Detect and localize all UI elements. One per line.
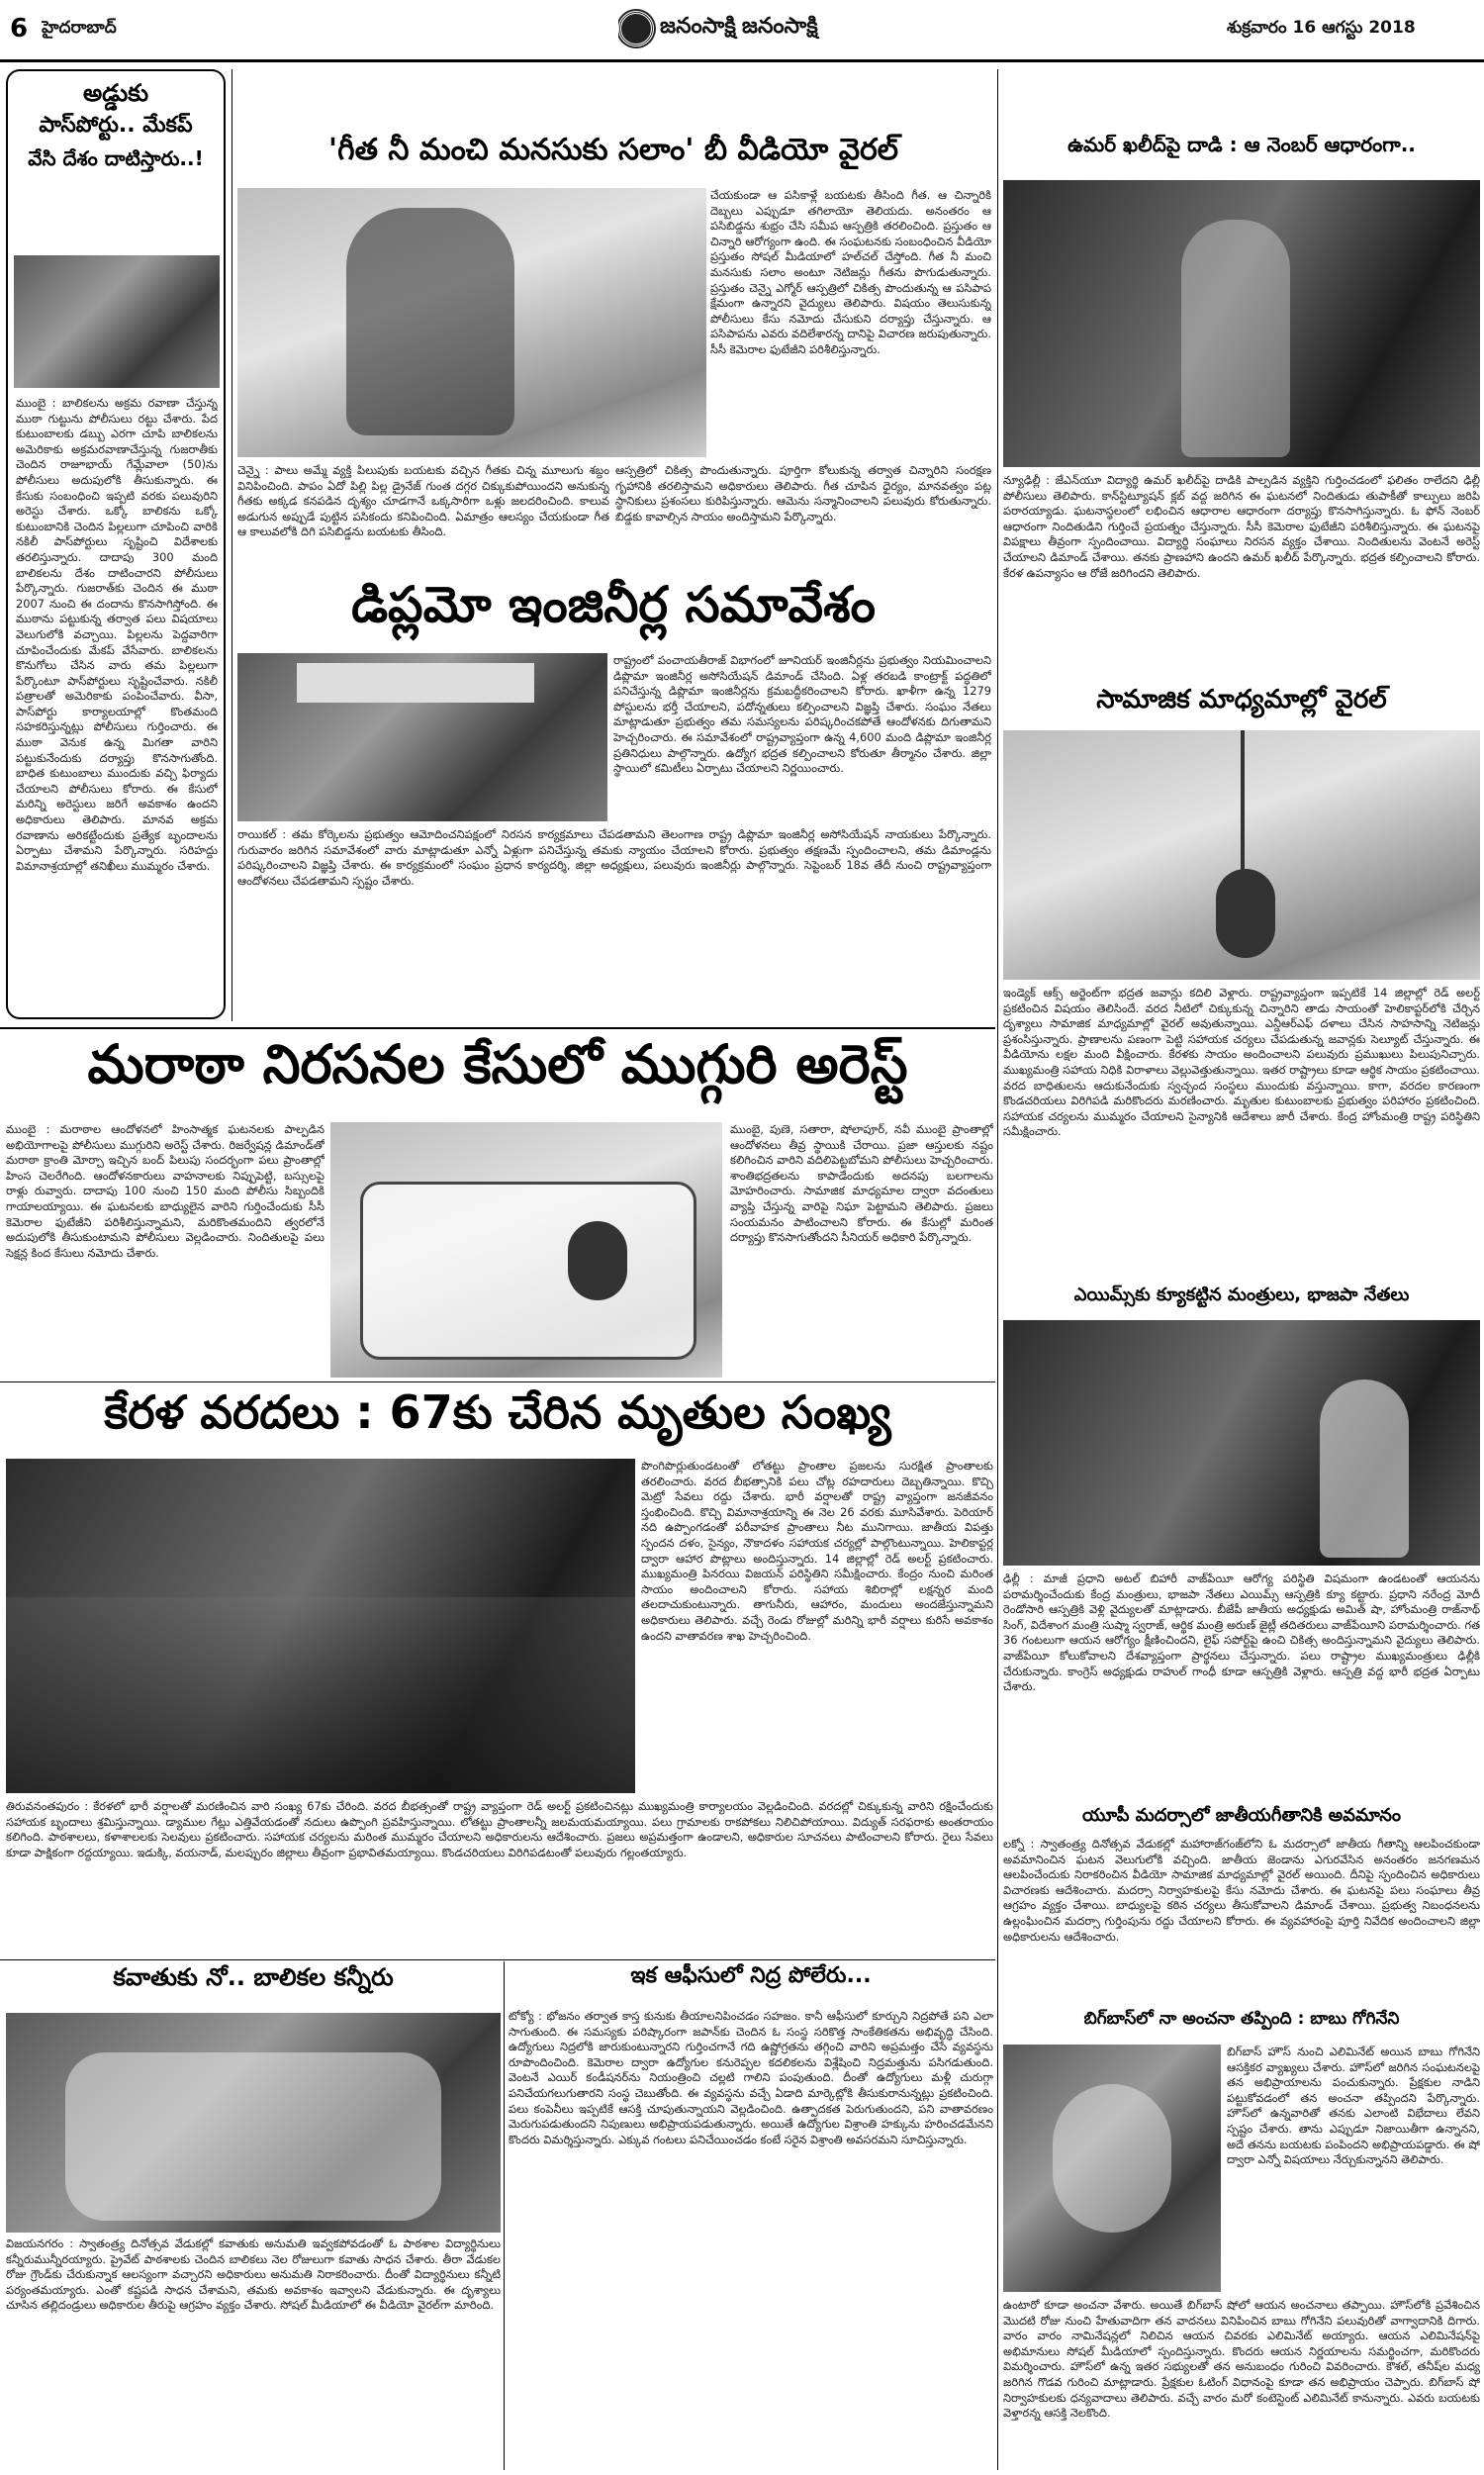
social-photo [1003, 730, 1480, 980]
aiims-photo-person [1320, 1380, 1409, 1558]
passport-photo [14, 255, 220, 388]
social-photo-rescuer [1216, 869, 1275, 958]
maratha-photo [330, 1122, 722, 1378]
bigg-photo-face [1053, 2084, 1171, 2233]
passport-body: ముంబై : బాలికలను అక్రమ రవాణా చేస్తున్న ముఠా గుట్టును పోలీసులు రట్టు చేశారు. పేద కుటుంబాలకు డబ్బు ఎరగా చూపి బాలికలను అమెరికాకు అక్రమరవాణాచేస్తున్న గుజరాతీకు చెందిన రాజూభాయ్ గేమ్లేవాలా (50)ను పోలీసులు అదుపులోకి తీసుకున్నారు. ఈ కేసుకు సంబంధించి ఇప్పటి వరకు పలువురిని అరెస్టు చేశారు. ఒక్కో బాలికను ఒక్కో కుటుంబానికి చెందిన పిల్లలుగా చూపించి వారికి నకిలీ పాస్‌పోర్టులు సృష్టించి విదేశాలకు తరలిస్తున్నారు. దాదాపు 300 మంది బాలికలను దేశం దాటించారని పోలీసులు పేర్కొన్నారు. గుజరాత్‌కు చెందిన ఈ ముఠా 2007 నుంచి ఈ దందాను కొనసాగిస్తోంది. ఈ ముఠాను పట్టుకున్న తర్వాత పలు విషయాలు వెలుగులోకి వచ్చాయి. పిల్లలను పెద్దవారిగా చూపించేందుకు మేకప్ వేసేవారు. బాలికలను కొనుగోలు చేసిన వారు తమ పిల్లలుగా పేర్కొంటూ పాస్‌పోర్టులు సృష్టించేవారు. నకిలీ పత్రాలతో అమెరికాకు పంపించేవారు. వీసా, పాస్‌పోర్టు కార్యాలయాల్లో కొంతమంది సహకరిస్తున్నట్లు పోలీసులు గుర్తించారు. ఈ ముఠా వెనుక ఉన్న మిగతా వారిని పట్టుకునేందుకు దర్యాప్తు కొనసాగుతోంది. బాధిత కుటుంబాలు ముందుకు వచ్చి ఫిర్యాదు చేయాలని పోలీసులు కోరారు. ఈ కేసులో మరిన్ని అరెస్టులు జరిగే అవకాశం ఉందని అధికారులు తెలిపారు. మానవ అక్రమ రవాణాను అరికట్టేందుకు ప్రత్యేక బృందాలను ఏర్పాటు చేశామని పేర్కొన్నారు. సరిహద్దు విమానాశ్రయాల్లో తనిఖీలు ముమ్మరం చేశారు. [16, 396, 218, 873]
geetha-body-mid: ఆస్పత్రిలో చికిత్స పొందుతున్నారు. పూర్తిగా కోలుకున్న తర్వాత చిన్నారిని సంరక్షణ గృహానికి తరలిస్తామని అధికారులు తెలిపారు. గీత చూపిన ధైర్యం, మానవత్వం పట్ల స్థానికులు ప్రశంసలు కురిపిస్తున్నారు. ఆమెను సన్మానించాలని పలువురు కోరుతున్నారు. బిడ్డకు కావాల్సిన సాయం అందిస్తామని పేర్కొన్నారు. [615, 463, 991, 524]
aiims-photo [1003, 1320, 1480, 1566]
diploma-body-bottom: రాయికల్ : తమ కోర్కెలను ప్రభుత్వం ఆమోదించనిపక్షంలో నిరసన కార్యక్రమాలు చేపడతామని తెలంగాణ రాష్ట్ర డిప్లొమా ఇంజినీర్ల అసోసియేషన్ నాయకులు పేర్కొన్నారు. గురువారం జరిగిన సమావేశంలో వారు మాట్లాడుతూ ఎన్నో ఏళ్లుగా పనిచేస్తున్న తమకు న్యాయం చేయాలని కోరారు. ప్రభుత్వం తక్షణమే స్పందించాలని, తమ డిమాండ్లను పరిష్కరించాలని విజ్ఞప్తి చేశారు. ఈ కార్యక్రమంలో సంఘం ప్రధాన కార్యదర్శి, జిల్లా అధ్యక్షులు, పలువురు ఇంజినీర్లు పాల్గొన్నారు. సెప్టెంబర్ 18వ తేదీ నుంచి రాష్ట్రవ్యాప్తంగా ఆందోళనలు చేపడతామని స్పష్టం చేశారు. [237, 827, 991, 888]
maratha-photo-car [360, 1182, 696, 1360]
geetha-photo-figure [346, 208, 514, 435]
social-headline: సామాజిక మాధ్యమాల్లో వైరల్ [1096, 685, 1387, 714]
umar-headline: ఉమర్ ఖలీద్‌పై దాడి : ఆ నెంబర్ ఆధారంగా.. [1067, 133, 1416, 156]
umar-photo [1003, 180, 1480, 467]
kerala-top-rule [0, 1381, 995, 1382]
umar-photo-person [1181, 220, 1290, 457]
geetha-body-left: చెన్నై : పాలు అమ్మే వ్యక్తి పిలుపుకు బయటకు వచ్చిన గీతకు చిన్న మూలుగు శబ్దం వినిపించింది. పాపం ఏదో పిల్లి పిల్ల డ్రైనేజ్ గుంత దగ్గర చిక్కుకుపోయిందని అనుకున్న గీతకు అక్కడ కనపడిన దృశ్యం చూడగానే ఒక్కసారిగా ఒళ్లు జలదరించింది. కాలువ అడుగున అప్పుడే పుట్టిన పసికందు కనిపించింది. ఏమాత్రం ఆలస్యం చేయకుండా గీత ఆ కాలువలోకి దిగి పసిబిడ్డను బయటకు తీసింది. [237, 463, 609, 539]
kavathu-body: విజయనగరం : స్వాతంత్ర్య దినోత్సవ వేడుకల్లో కవాతుకు అనుమతి ఇవ్వకపోవడంతో ఓ పాఠశాల విద్యార్థినులు కన్నీరుమున్నీరయ్యారు. ప్రైవేట్ పాఠశాలకు చెందిన బాలికలు నెల రోజులుగా కవాతు సాధన చేశారు. తీరా వేడుకల రోజు గ్రౌండ్‌కు చేరుకున్నాక ఆలస్యంగా వచ్చారని అధికారులు అనుమతి నిరాకరించారు. దీంతో విద్యార్థినులు కన్నీటి పర్యంతమయ్యారు. ఎంతో కష్టపడి సాధన చేశామని, తమకు అవకాశం ఇవ్వాలని వేడుకున్నారు. ఈ దృశ్యాలు చూసిన తల్లిదండ్రులు అధికారుల తీరుపై ఆగ్రహం వ్యక్తం చేశారు. సోషల్ మీడియాలో ఈ వీడియో వైరల్‌గా మారింది. [6, 2237, 501, 2313]
passport-headline-line-2: పాస్‌పోర్టు.. మేకప్ [39, 113, 193, 138]
diploma-photo [237, 653, 607, 821]
office-headline: ఇక ఆఫీసులో నిద్ర పోలేరు... [630, 1963, 872, 1988]
maratha-headline: మరాఠా నిరసనల కేసులో ముగ్గురి అరెస్ట్ [87, 1033, 908, 1095]
social-photo-rope [1241, 730, 1245, 879]
passport-headline-line-3: వేసి దేశం దాటిస్తారు..! [28, 146, 204, 170]
kerala-body-right: పొంగిపొర్లుతుండటంతో లోతట్టు ప్రాంతాల ప్రజలను సురక్షిత ప్రాంతాలకు తరలించారు. వరద బీభత్సానికి పలు చోట్ల రహదారులు దెబ్బతిన్నాయి. కొచ్చి మెట్రో సేవలు రద్దు చేశారు. భారీ వర్షాలతో రాష్ట్ర వ్యాప్తంగా జనజీవనం స్తంభించింది. కొచ్చి విమానాశ్రయాన్ని ఈ నెల 26 వరకు మూసివేశారు. పెరియార్ నది ఉప్పొంగడంతో పరీవాహక ప్రాంతాలు నీట మునిగాయి. జాతీయ విపత్తు స్పందన దళం, సైన్యం, నౌకాదళం సహాయక చర్యల్లో పాల్గొంటున్నాయి. హెలికాప్టర్ల ద్వారా ఆహార పొట్లాలు అందిస్తున్నారు. 14 జిల్లాల్లో రెడ్ అలర్ట్ ప్రకటించారు. ముఖ్యమంత్రి పినరయి విజయన్ పరిస్థితిని సమీక్షించారు. కేంద్రం నుంచి మరింత సాయం అందించాలని కోరారు. సహాయ శిబిరాల్లో లక్షన్నర మంది తలదాచుకుంటున్నారు. తాగునీరు, ఆహారం, మందులు అందజేస్తున్నామని అధికారులు తెలిపారు. వచ్చే రెండు రోజుల్లో మరిన్ని భారీ వర్షాలు కురిసే అవకాశం ఉందని వాతావరణ శాఖ హెచ్చరించింది. [641, 1459, 993, 1643]
geetha-body-right: చేయకుండా ఆ పసికాళ్లే బయటకు తీసింది గీత. ఆ చిన్నారికి దెబ్బలు ఎప్పుడూ తగిలాయో తెలియదు. అనంతరం ఆ పసిబిడ్డను శుభ్రం చేసి సమీప ఆస్పత్రికి తరలించింది. ప్రస్తుతం ఆ చిన్నారి ఆరోగ్యంగా ఉంది. ఈ సంఘటనకు సంబంధించిన వీడియో ప్రస్తుతం సోషల్ మీడియాలో హల్‌చల్ చేస్తోంది. గీత నీ మంచి మనసుకు సలాం అంటూ నెటిజన్లు గీతను పొగుడుతున్నారు. ప్రస్తుతం చెన్నై ఎగ్మోర్ ఆస్పత్రిలో చికిత్స పొందుతున్న ఆ పసిపాప క్షేమంగా ఉన్నారని వైద్యులు తెలిపారు. విషయం తెలుసుకున్న పోలీసులు కేసు నమోదు చేసుకుని దర్యాప్తు చేస్తున్నారు. ఆ పసిపాపను ఎవరు వదిలేశారన్న దానిపై విచారణ జరుపుతున్నారు. సీసీ కెమెరాల ఫుటేజీని పరిశీలిస్తున్నారు. [710, 188, 991, 356]
page-number: 6 [10, 14, 29, 44]
issue-date: శుక్రవారం 16 ఆగస్టు 2018 [1227, 18, 1416, 38]
kavathu-photo [6, 2013, 501, 2233]
maratha-top-rule [0, 1027, 995, 1029]
passport-headline-line-1: అడ్డుకు [82, 79, 149, 107]
paper-name: జనంసాక్షి [660, 14, 736, 39]
kerala-body-bottom: తిరువనంతపురం : కేరళలో భారీ వర్షాలతో మరణించిన వారి సంఖ్య 67కు చేరింది. వరద బీభత్సంతో రాష్ట్ర వ్యాప్తంగా రెడ్ అలర్ట్ ప్రకటించినట్లు ముఖ్యమంత్రి కార్యాలయం వెల్లడించింది. వరదల్లో చిక్కుకున్న వారిని రక్షించేందుకు సహాయక బృందాలు శ్రమిస్తున్నాయి. డ్యాముల గేట్లు ఎత్తివేయడంతో నదులు ఉప్పొంగి ప్రవహిస్తున్నాయి. లోతట్టు ప్రాంతాలన్నీ జలమయమయ్యాయి. పలు గ్రామాలకు రాకపోకలు నిలిచిపోయాయి. విద్యుత్ సరఫరాకు అంతరాయం కలిగింది. పాఠశాలలు, కళాశాలలకు సెలవులు ప్రకటించారు. సహాయక చర్యలను మరింత ముమ్మరం చేయాలని అధికారులను ఆదేశించారు. ప్రజలు అప్రమత్తంగా ఉండాలని, అధికారుల సూచనలు పాటించాలని కోరారు. రైలు సేవలు కూడా పాక్షికంగా రద్దయ్యాయి. ఇడుక్కి, వయనాడ్, మలప్పురం జిల్లాలు తీవ్రంగా ప్రభావితమయ్యాయి. కొండచరియలు విరిగిపడటంతో పలువురు గల్లంతయ్యారు. [6, 1799, 993, 1859]
maratha-photo-driver [568, 1221, 627, 1300]
diploma-body-right: రాష్ట్రంలో పంచాయతీరాజ్ విభాగంలో జూనియర్ ఇంజినీర్లను ప్రభుత్వం నియమించాలని డిప్లొమా ఇంజినీర్ల అసోసియేషన్ డిమాండ్ చేసింది. ఏళ్ల తరబడి కాంట్రాక్ట్ పద్ధతిలో పనిచేస్తున్న డిప్లొమా ఇంజినీర్లను క్రమబద్ధీకరించాలని కోరారు. ఖాళీగా ఉన్న 1279 పోస్టులను భర్తీ చేయాలని, పదోన్నతులు కల్పించాలని విజ్ఞప్తి చేశారు. సంఘం నేతలు మాట్లాడుతూ ప్రభుత్వం తమ సమస్యలను పరిష్కరించకపోతే ఆందోళనకు దిగుతామని హెచ్చరించారు. ఈ సమావేశంలో రాష్ట్రవ్యాప్తంగా ఉన్న 4,600 మంది డిప్లొమా ఇంజినీర్ల ప్రతినిధులు పాల్గొన్నారు. ఉద్యోగ భద్రత కల్పించాలని కోరుతూ తీర్మానం చేశారు. జిల్లా స్థాయిలో కమిటీలు ఏర్పాటు చేయాలని నిర్ణయించారు. [613, 653, 991, 776]
geetha-headline: 'గీత నీ మంచి మనసుకు సలాం' బీ వీడియో వైరల్ [327, 133, 899, 167]
bigg-body-bottom: ఉంటారో కూడా అంచనా వేశారు. అయితే బిగ్‌బాస్ షోలో ఆయన అంచనాలు తప్పాయి. హౌస్‌లోకి ప్రవేశించిన మొదటి రోజు నుంచి హేతువాదిగా తన వాదనలు వినిపించిన బాబు గోగినేని పలువురితో వాగ్వాదానికి దిగారు. వారం వారం నామినేషన్లలో నిలిచిన ఆయన చివరకు ఎలిమినేట్ అయ్యారు. ఆయన ఎలిమినేషన్‌పై అభిమానులు సోషల్ మీడియాలో స్పందిస్తున్నారు. కొందరు ఆయన నిర్ణయాలను సమర్థించగా, మరికొందరు విమర్శించారు. హౌస్‌లో ఉన్న ఇతర సభ్యులతో తన అనుబంధం గురించి వివరించారు. కౌశల్, తనీష్‌ల మధ్య జరిగిన గొడవ గురించి మాట్లాడారు. ప్రేక్షకుల ఓటింగ్ విధానంపై కూడా తన అభిప్రాయం చెప్పారు. బిగ్‌బాస్ షో నిర్వాహకులకు ధన్యవాదాలు తెలిపారు. వచ్చే వారం మరో కంటెస్టెంట్ ఎలిమినేట్ కానున్నారు. ఎవరు బయటకు వెళ్తారన్న ఆసక్తి నెలకొంది. [1003, 2298, 1480, 2421]
kerala-headline: కేరళ వరదలు : 67కు చేరిన మృతుల సంఖ్య [104, 1385, 891, 1439]
social-body: ఇండ్యెక్ ఆక్స్ అర్జెంట్‌గా భద్రత జవాన్లు కదిలి వెళ్లారు. రాష్ట్రవ్యాప్తంగా ఇప్పటికే 14 జిల్లాల్లో రెడ్ అలర్ట్ ప్రకటించిన విషయం తెలిసిందే. వరద నీటిలో చిక్కుకున్న చిన్నారిని తాడు సాయంతో హెలికాప్టర్‌లోకి చేర్చిన దృశ్యాలు సామాజిక మాధ్యమాల్లో వైరల్ అవుతున్నాయి. ఎన్డీఆర్ఎఫ్ దళాలు చేసిన సాహసాన్ని నెటిజన్లు ప్రశంసిస్తున్నారు. ప్రాణాలను పణంగా పెట్టి సహాయక చర్యలు చేపడుతున్న జవాన్లకు సెల్యూట్ చేస్తున్నారు. ఈ వీడియోను లక్షల మంది వీక్షించారు. కేరళకు సాయం అందించాలని పలువురు ప్రముఖులు పిలుపునిచ్చారు. ముఖ్యమంత్రి సహాయ నిధికి విరాళాలు వెల్లువెత్తుతున్నాయి. ఇతర రాష్ట్రాలు కూడా ఆర్థిక సాయం ప్రకటించాయి. వరద బాధితులను ఆదుకునేందుకు స్వచ్ఛంద సంస్థలు ముందుకు వస్తున్నాయి. కాగా, వరదల కారణంగా కొండచరియలు విరిగిపడి మరికొందరు మరణించారు. మృతుల కుటుంబాలకు ప్రభుత్వం పరిహారం ప్రకటించింది. సహాయక చర్యలను ముమ్మరం చేయాలని సైన్యానికి ఆదేశాలు జారీ చేశారు. కేంద్ర హోంమంత్రి రాష్ట్ర పరిస్థితిని సమీక్షించారు. [1003, 986, 1480, 1139]
aiims-headline: ఎయిమ్స్‌కు క్యూకట్టిన మంత్రులు, భాజపా నేతలు [1073, 1285, 1410, 1305]
column-rule-right [997, 69, 998, 2470]
kavathu-photo-girls [65, 2052, 441, 2221]
city-label: హైదరాబాద్ [42, 18, 117, 38]
maratha-body-right: ముంబై, పుణె, సతారా, షోలాపూర్, నవీ ముంబై ప్రాంతాల్లో ఆందోళనలు తీవ్ర స్థాయికి చేరాయి. ప్రజా ఆస్తులకు నష్టం కలిగించిన వారిని వదిలిపెట్టబోమని పోలీసులు హెచ్చరించారు. శాంతిభద్రతలను కాపాడేందుకు అదనపు బలగాలను మోహరించారు. సామాజిక మాధ్యమాల ద్వారా వదంతులు వ్యాప్తి చేస్తున్న వారిపై నిఘా పెట్టామని తెలిపారు. ప్రజలు సంయమనం పాటించాలని కోరారు. ఈ కేసుల్లో మరింత దర్యాప్తు కొనసాగుతోందని సీనియర్ అధికారి పేర్కొన్నారు. [730, 1122, 993, 1245]
kavathu-top-rule [0, 1959, 995, 1960]
aiims-body: ఢిల్లీ : మాజీ ప్రధాని అటల్ బిహారీ వాజ్‌పేయీ ఆరోగ్య పరిస్థితి విషమంగా ఉండటంతో ఆయనను పరామర్శించేందుకు కేంద్ర మంత్రులు, భాజపా నేతలు ఎయిమ్స్ ఆస్పత్రికి క్యూ కట్టారు. ప్రధాని నరేంద్ర మోదీ రెండోసారి ఆస్పత్రికి వెళ్లి వైద్యులతో మాట్లాడారు. బీజేపీ జాతీయ అధ్యక్షుడు అమిత్ షా, హోంమంత్రి రాజ్‌నాథ్ సింగ్, విదేశాంగ మంత్రి సుష్మా స్వరాజ్, ఆర్థిక మంత్రి అరుణ్ జైట్లీ తదితరులు వాజ్‌పేయీని పరామర్శించారు. గత 36 గంటలుగా ఆయన ఆరోగ్యం క్షీణించిందని, లైఫ్ సపోర్ట్‌పై ఉంచి చికిత్స అందిస్తున్నామని వైద్యులు తెలిపారు. వాజ్‌పేయీ కోలుకోవాలని దేశవ్యాప్తంగా ప్రార్థనలు చేస్తున్నారు. పలు రాష్ట్రాల ముఖ్యమంత్రులు ఢిల్లీకి చేరుకున్నారు. కాంగ్రెస్ అధ్యక్షుడు రాహుల్ గాంధీ కూడా ఆస్పత్రికి వెళ్లారు. ఆస్పత్రి వద్ద భారీ భద్రత ఏర్పాటు చేశారు. [1003, 1571, 1480, 1694]
bigg-photo [1003, 2045, 1221, 2292]
masthead [0, 0, 1484, 61]
geetha-photo [237, 188, 706, 457]
bigg-headline: బిగ్‌బాస్‌లో నా అంచనా తప్పింది : బాబు గోగినేని [1083, 2009, 1400, 2029]
paper-name-echo: జనంసాక్షి [741, 14, 818, 39]
up-body: లక్నో : స్వాతంత్ర్య దినోత్సవ వేడుకల్లో మహారాజ్‌గంజ్‌లోని ఓ మదర్సాలో జాతీయ గీతాన్ని ఆలపించకుండా అవమానించిన ఘటన వెలుగులోకి వచ్చింది. జాతీయ జెండాను ఎగురవేసిన అనంతరం జనగణమన ఆలపించేందుకు నిరాకరించిన వీడియో సామాజిక మాధ్యమాల్లో వైరల్ అయింది. దీనిపై స్పందించిన అధికారులు విచారణకు ఆదేశించారు. మదర్సా నిర్వాహకులపై కేసు నమోదు చేశారు. ఈ ఘటనపై పలు సంఘాలు తీవ్ర ఆగ్రహం వ్యక్తం చేశాయి. బాధ్యులపై కఠిన చర్యలు తీసుకోవాలని డిమాండ్ చేశాయి. ప్రభుత్వ నిబంధనలను ఉల్లంఘించిన మదర్సా గుర్తింపును రద్దు చేయాలని కోరారు. ఈ వ్యవహారంపై పూర్తి నివేదిక అందించాలని జిల్లా అధికారులను ఆదేశించారు. [1003, 1837, 1480, 1944]
logo-emblem-icon [618, 11, 654, 47]
up-headline: యూపీ మదర్సాలో జాతీయగీతానికి అవమానం [1082, 1805, 1401, 1826]
kerala-photo-crowd [6, 1597, 635, 1793]
diploma-banner [297, 663, 534, 703]
kavathu-headline: కవాతుకు నో.. బాలికల కన్నీరు [113, 1963, 394, 1991]
passport-story-box [6, 69, 226, 1019]
office-body: టోక్యో : భోజనం తర్వాత కాస్త కునుకు తీయాలనిపించడం సహజం. కానీ ఆఫీసులో కూర్చుని నిద్రపోతే పని ఎలా సాగుతుంది. ఈ సమస్యకు పరిష్కారంగా జపాన్‌కు చెందిన ఓ సంస్థ సరికొత్త సాంకేతికతను అభివృద్ధి చేసింది. ఉద్యోగులు నిద్రలోకి జారుకుంటున్నారని గుర్తించగానే గది ఉష్ణోగ్రతను తగ్గించి వారిని అప్రమత్తం చేసే వ్యవస్థను రూపొందించింది. కెమెరాల ద్వారా ఉద్యోగుల కనురెప్పల కదలికలను విశ్లేషించి నిద్రమత్తును పసిగడుతుంది. వెంటనే ఎయిర్ కండీషనర్‌ను నియంత్రించి చల్లటి గాలిని పంపుతుంది. దీంతో ఉద్యోగులు మళ్లీ చురుగ్గా పనిచేయగలుగుతారని సంస్థ చెబుతోంది. ఈ వ్యవస్థను వచ్చే ఏడాది మార్కెట్లోకి తీసుకురానున్నట్లు ప్రకటించింది. పలు కంపెనీలు ఇప్పటికే ఆసక్తి చూపుతున్నాయని వెల్లడించింది. ఉత్పాదకత పెరుగుతుందని, పని వాతావరణం మెరుగుపడుతుందని నిపుణులు అభిప్రాయపడుతున్నారు. అయితే ఉద్యోగుల విశ్రాంతి హక్కును హరించడమేనని కొందరు విమర్శిస్తున్నారు. ఎక్కువ గంటలు పనిచేయించడం కంటే సరైన విశ్రాంతి అవసరమని సూచిస్తున్నారు. [509, 2009, 993, 2146]
umar-body: న్యూఢిల్లీ : జేఎన్‌యూ విద్యార్థి ఉమర్ ఖలీద్‌పై దాడికి పాల్పడిన వ్యక్తిని గుర్తించడంలో ఫలితం రాలేదని ఢిల్లీ పోలీసులు తెలిపారు. కాన్‌స్టిట్యూషన్ క్లబ్ వద్ద జరిగిన ఈ ఘటనలో నిందితుడు తుపాకీతో కాల్పులు జరిపి పరారయ్యాడు. ఘటనాస్థలంలో లభించిన ఆధారాల ఆధారంగా దర్యాప్తు కొనసాగిస్తున్నారు. ఓ ఫోన్ నెంబర్ ఆధారంగా నిందితుడిని గుర్తించే ప్రయత్నం చేస్తున్నారు. సీసీ కెమెరాల ఫుటేజీని పరిశీలిస్తున్నారు. ఈ ఘటనపై విపక్షాలు తీవ్రంగా స్పందించాయి. విద్యార్థి సంఘాలు నిరసన వ్యక్తం చేశాయి. నిందితులను వెంటనే అరెస్ట్ చేయాలని డిమాండ్ చేశాయి. తనకు ప్రాణహాని ఉందని ఉమర్ ఖలీద్ పేర్కొన్నారు. భద్రత కల్పించాలని కోరారు. కేరళ ఉపన్యాసం ఆ రోజే జరిగిందని తెలిపారు. [1003, 473, 1480, 580]
bigg-body-right: బిగ్‌బాస్ హౌస్‌ నుంచి ఎలిమినేట్ అయిన బాబు గోగినేని ఆసక్తికర వ్యాఖ్యలు చేశారు. హౌస్‌లో జరిగిన సంఘటనలపై తన అభిప్రాయాలను పంచుకున్నారు. ప్రేక్షకుల నాడిని పట్టుకోవడంలో తన అంచనా తప్పిందని పేర్కొన్నారు. హౌస్‌లో ఉన్నవారితో తనకు ఎలాంటి విభేదాలు లేవని స్పష్టం చేశారు. తాను ఎప్పుడూ నిజాయితీగా ఉన్నానని, అదే తనను బయటకు పంపిందని అభిప్రాయపడ్డారు. ఈ షో ద్వారా ఎన్నో విషయాలు నేర్చుకున్నానని తెలిపారు. [1227, 2045, 1480, 2167]
column-rule-bottom [504, 1961, 505, 2470]
masthead-rule [0, 59, 1484, 62]
diploma-headline: డిప్లమో ఇంజినీర్ల సమావేశం [351, 576, 876, 633]
maratha-body-left: ముంబై : మరాఠాల ఆందోళనలో హింసాత్మక ఘటనలకు పాల్పడిన అభియోగాలపై పోలీసులు ముగ్గురిని అరెస్ట్ చేశారు. రిజర్వేషన్ల డిమాండ్‌తో మరాఠా క్రాంతి మోర్చా ఇచ్చిన బంద్ పిలుపు సందర్భంగా పలు ప్రాంతాల్లో హింస చెలరేగింది. ఆందోళనకారులు వాహనాలకు నిప్పుపెట్టి, బస్సులపై రాళ్లు రువ్వారు. దాదాపు 100 నుంచి 150 మంది పోలీసు సిబ్బందికి గాయాలయ్యాయి. ఈ ఘటనలకు బాధ్యులైన వారిని గుర్తించేందుకు సీసీ కెమెరాల ఫుటేజీని పరిశీలిస్తున్నామని, మరికొంతమందిని త్వరలోనే అదుపులోకి తీసుకుంటామని పోలీసులు వెల్లడించారు. నిందితులపై పలు సెక్షన్ల కింద కేసులు నమోదు చేశారు. [6, 1122, 325, 1260]
kerala-photo [6, 1459, 635, 1793]
paper-logo [618, 6, 866, 51]
